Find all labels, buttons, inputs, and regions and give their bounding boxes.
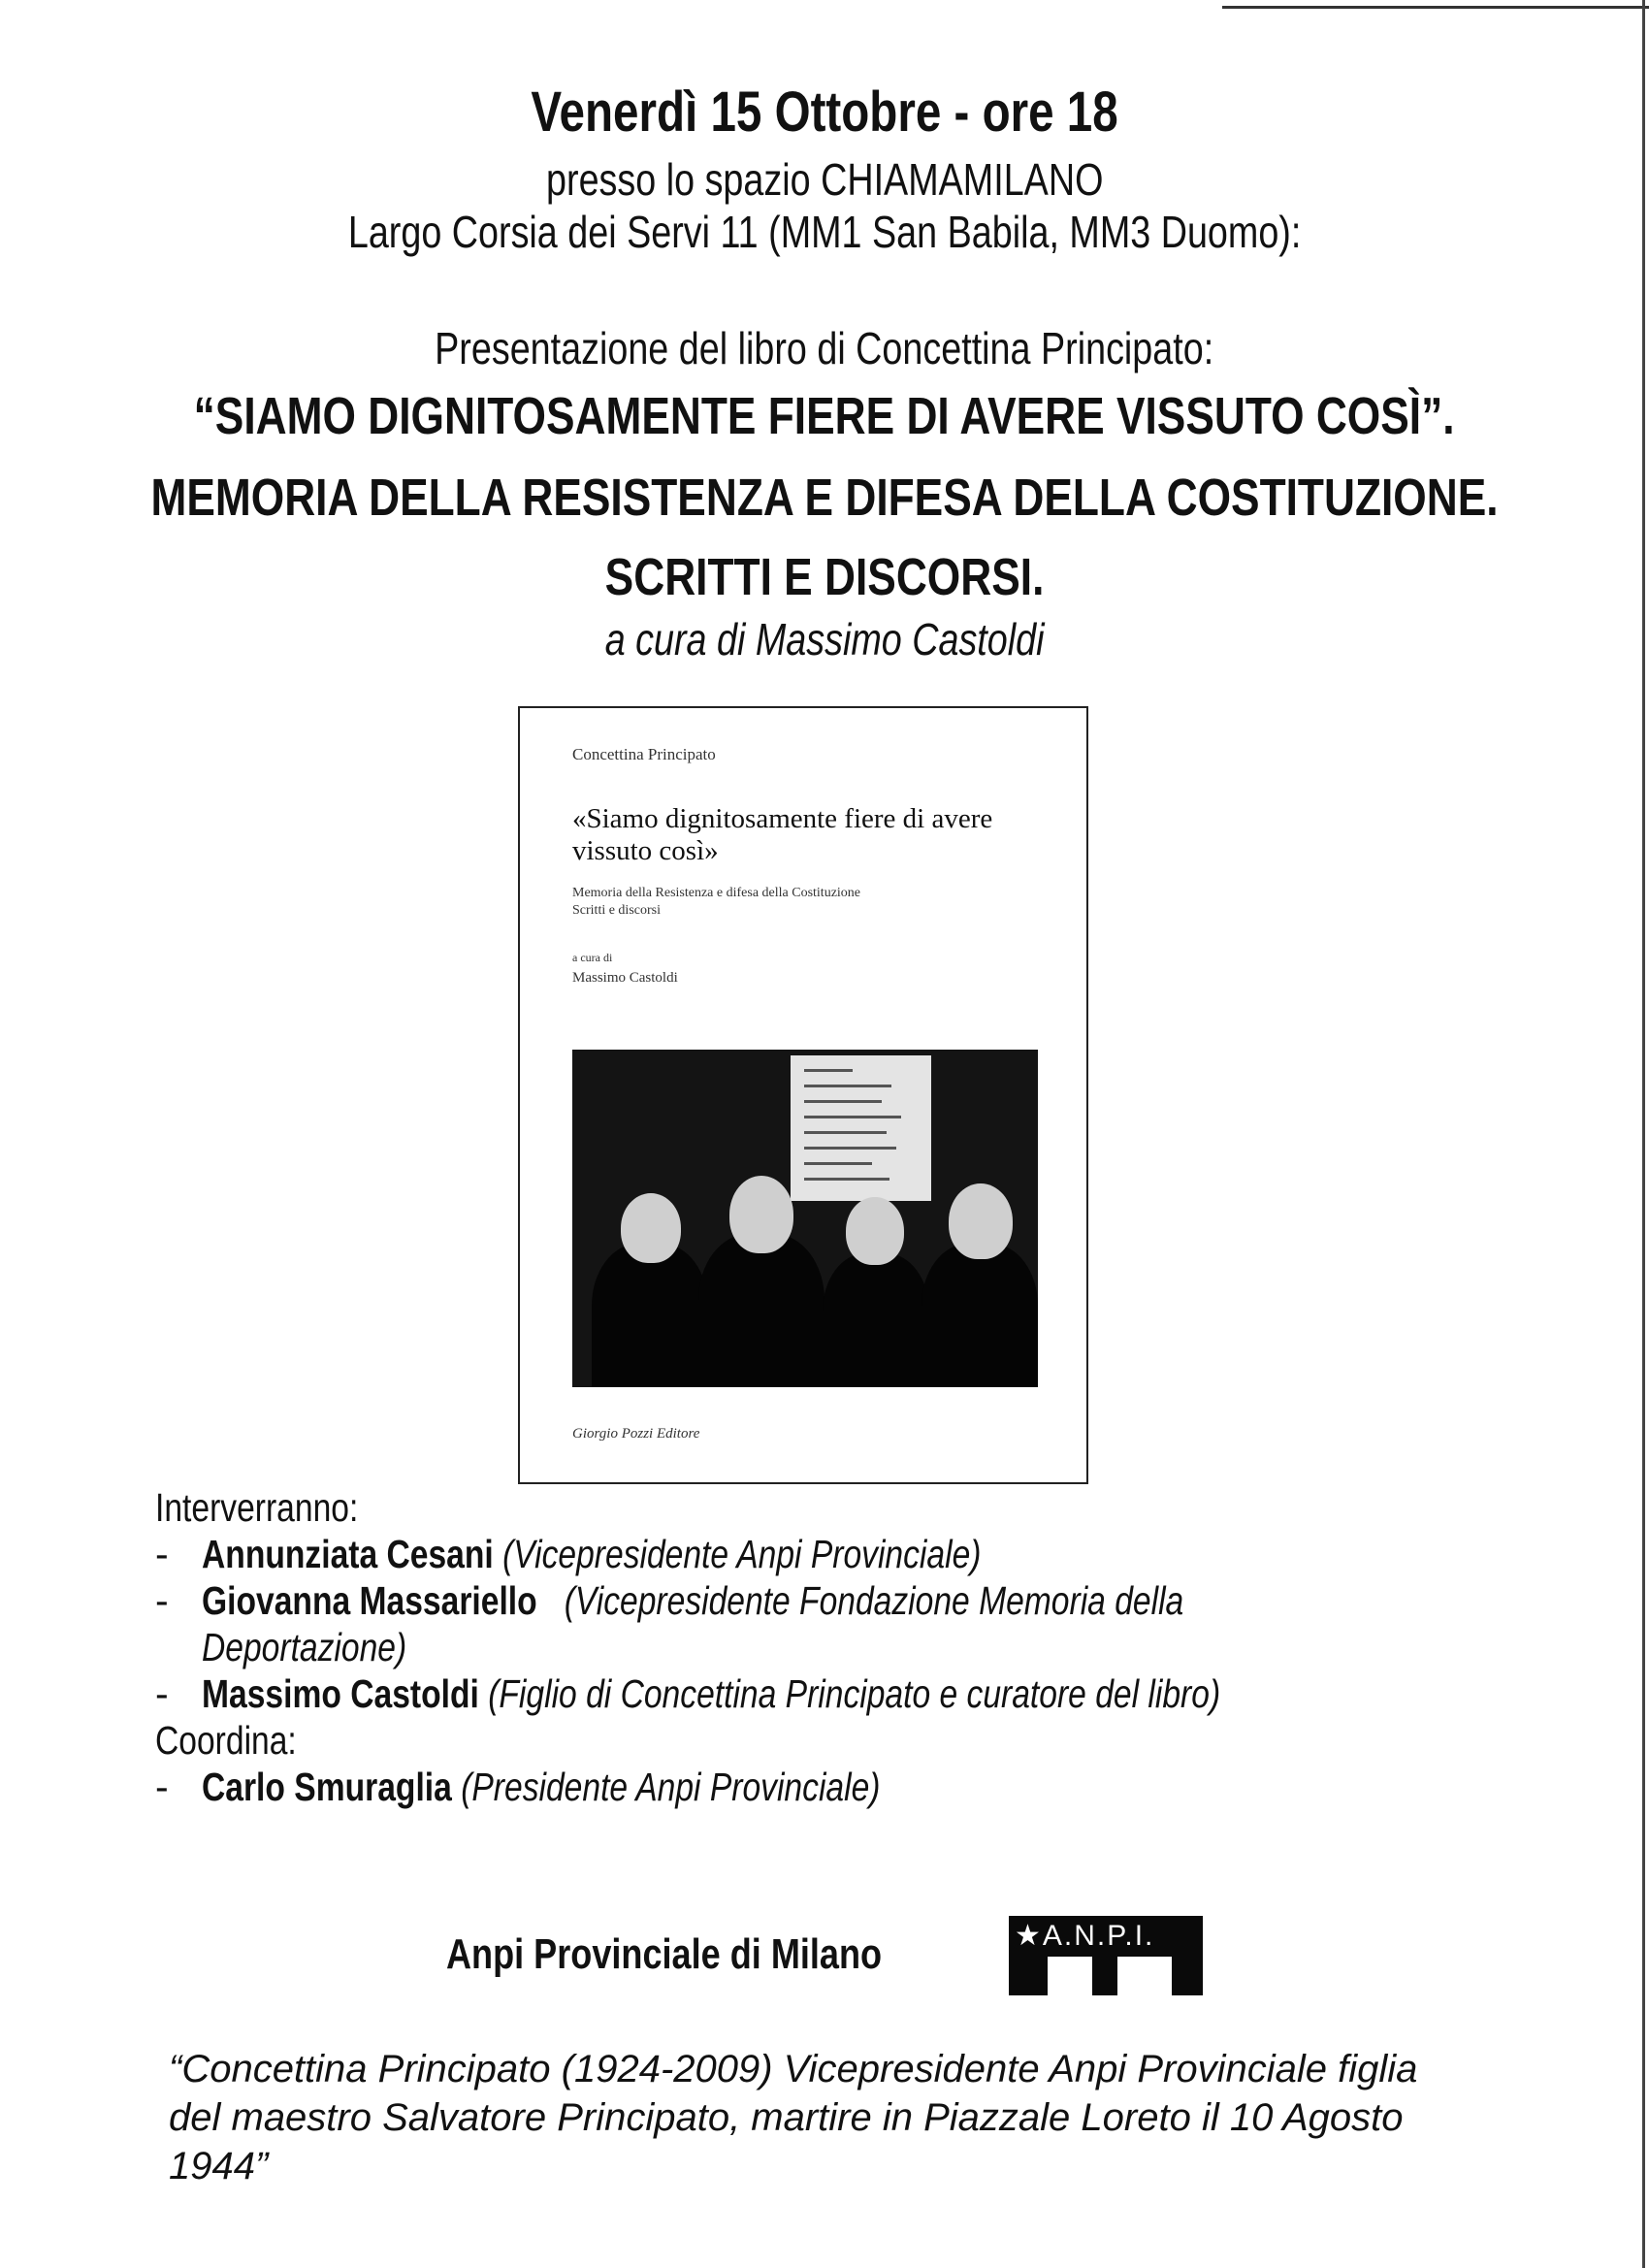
cover-curator-name: Massimo Castoldi [572,970,678,986]
speaker-3 [155,1670,1221,1717]
speaker-role: (Vicepresidente Fondazione Memoria della [564,1578,1184,1623]
coordinator [155,1764,881,1810]
event-address: Largo Corsia dei Servi 11 (MM1 San Babila, MM3 Duomo): [347,207,1302,257]
speaker-role-continued: Deportazione) [202,1625,407,1669]
cover-photo [572,1050,1038,1387]
organizer-name: Anpi Provinciale di Milano [446,1930,883,1978]
book-title-line-3: SCRITTI E DISCORSI. [604,548,1045,606]
cover-publisher: Giorgio Pozzi Editore [572,1426,700,1442]
speaker-name: Giovanna Massariello [202,1578,537,1623]
photo-plaque [791,1055,931,1201]
anpi-logo [1009,1916,1203,1995]
cover-curator-label: a cura di [572,951,613,964]
cover-subtitle [572,885,1038,920]
speaker-2-continued [155,1624,407,1670]
scan-edge-top [1222,6,1649,9]
footer-quote: “Concettina Principato (1924-2009) Vicepresidente Anpi Provinciale figlia del maestro Salvatore Principato, martire in Piazzale Loreto il 10 Agosto 1944” [169,2048,1418,2187]
event-date-time: Venerdì 15 Ottobre - ore 18 [531,81,1118,144]
presentation-intro: Presentazione del libro di Concettina Principato: [435,323,1214,373]
list-dash: - [155,1765,169,1809]
cover-subtitle-line-1: Memoria della Resistenza e difesa della Costituzione [572,886,861,900]
anpi-logo-text: ★A.N.P.I. [1015,1920,1155,1952]
speaker-name: Massimo Castoldi [202,1671,479,1716]
cover-author: Concettina Principato [572,745,716,763]
cover-title: «Siamo dignitosamente fiere di avere vissuto così» [572,803,993,866]
event-venue: presso lo spazio CHIAMAMILANO [545,154,1104,205]
speaker-1 [155,1531,982,1577]
coordinator-heading: Coordina: [155,1718,297,1763]
coordinator-role: (Presidente Anpi Provinciale) [461,1765,881,1809]
book-curator: a cura di Massimo Castoldi [604,614,1045,664]
list-dash: - [155,1671,169,1716]
list-dash: - [155,1532,169,1576]
list-dash: - [155,1578,169,1623]
speaker-role: (Vicepresidente Anpi Provinciale) [502,1532,982,1576]
cover-subtitle-line-2: Scritti e discorsi [572,903,661,918]
speakers-section [155,1484,1221,1810]
speaker-role: (Figlio di Concettina Principato e curatore del libro) [488,1671,1221,1716]
book-title-line-1: “SIAMO DIGNITOSAMENTE FIERE DI AVERE VISSUTO COSÌ”. [194,387,1455,445]
speaker-name: Annunziata Cesani [202,1532,494,1576]
speaker-2 [155,1577,1184,1624]
coordinator-name: Carlo Smuraglia [202,1765,452,1809]
book-title-line-2: MEMORIA DELLA RESISTENZA E DIFESA DELLA COSTITUZIONE. [150,469,1499,527]
book-cover-image [518,706,1088,1484]
speakers-heading: Interverranno: [155,1485,359,1530]
